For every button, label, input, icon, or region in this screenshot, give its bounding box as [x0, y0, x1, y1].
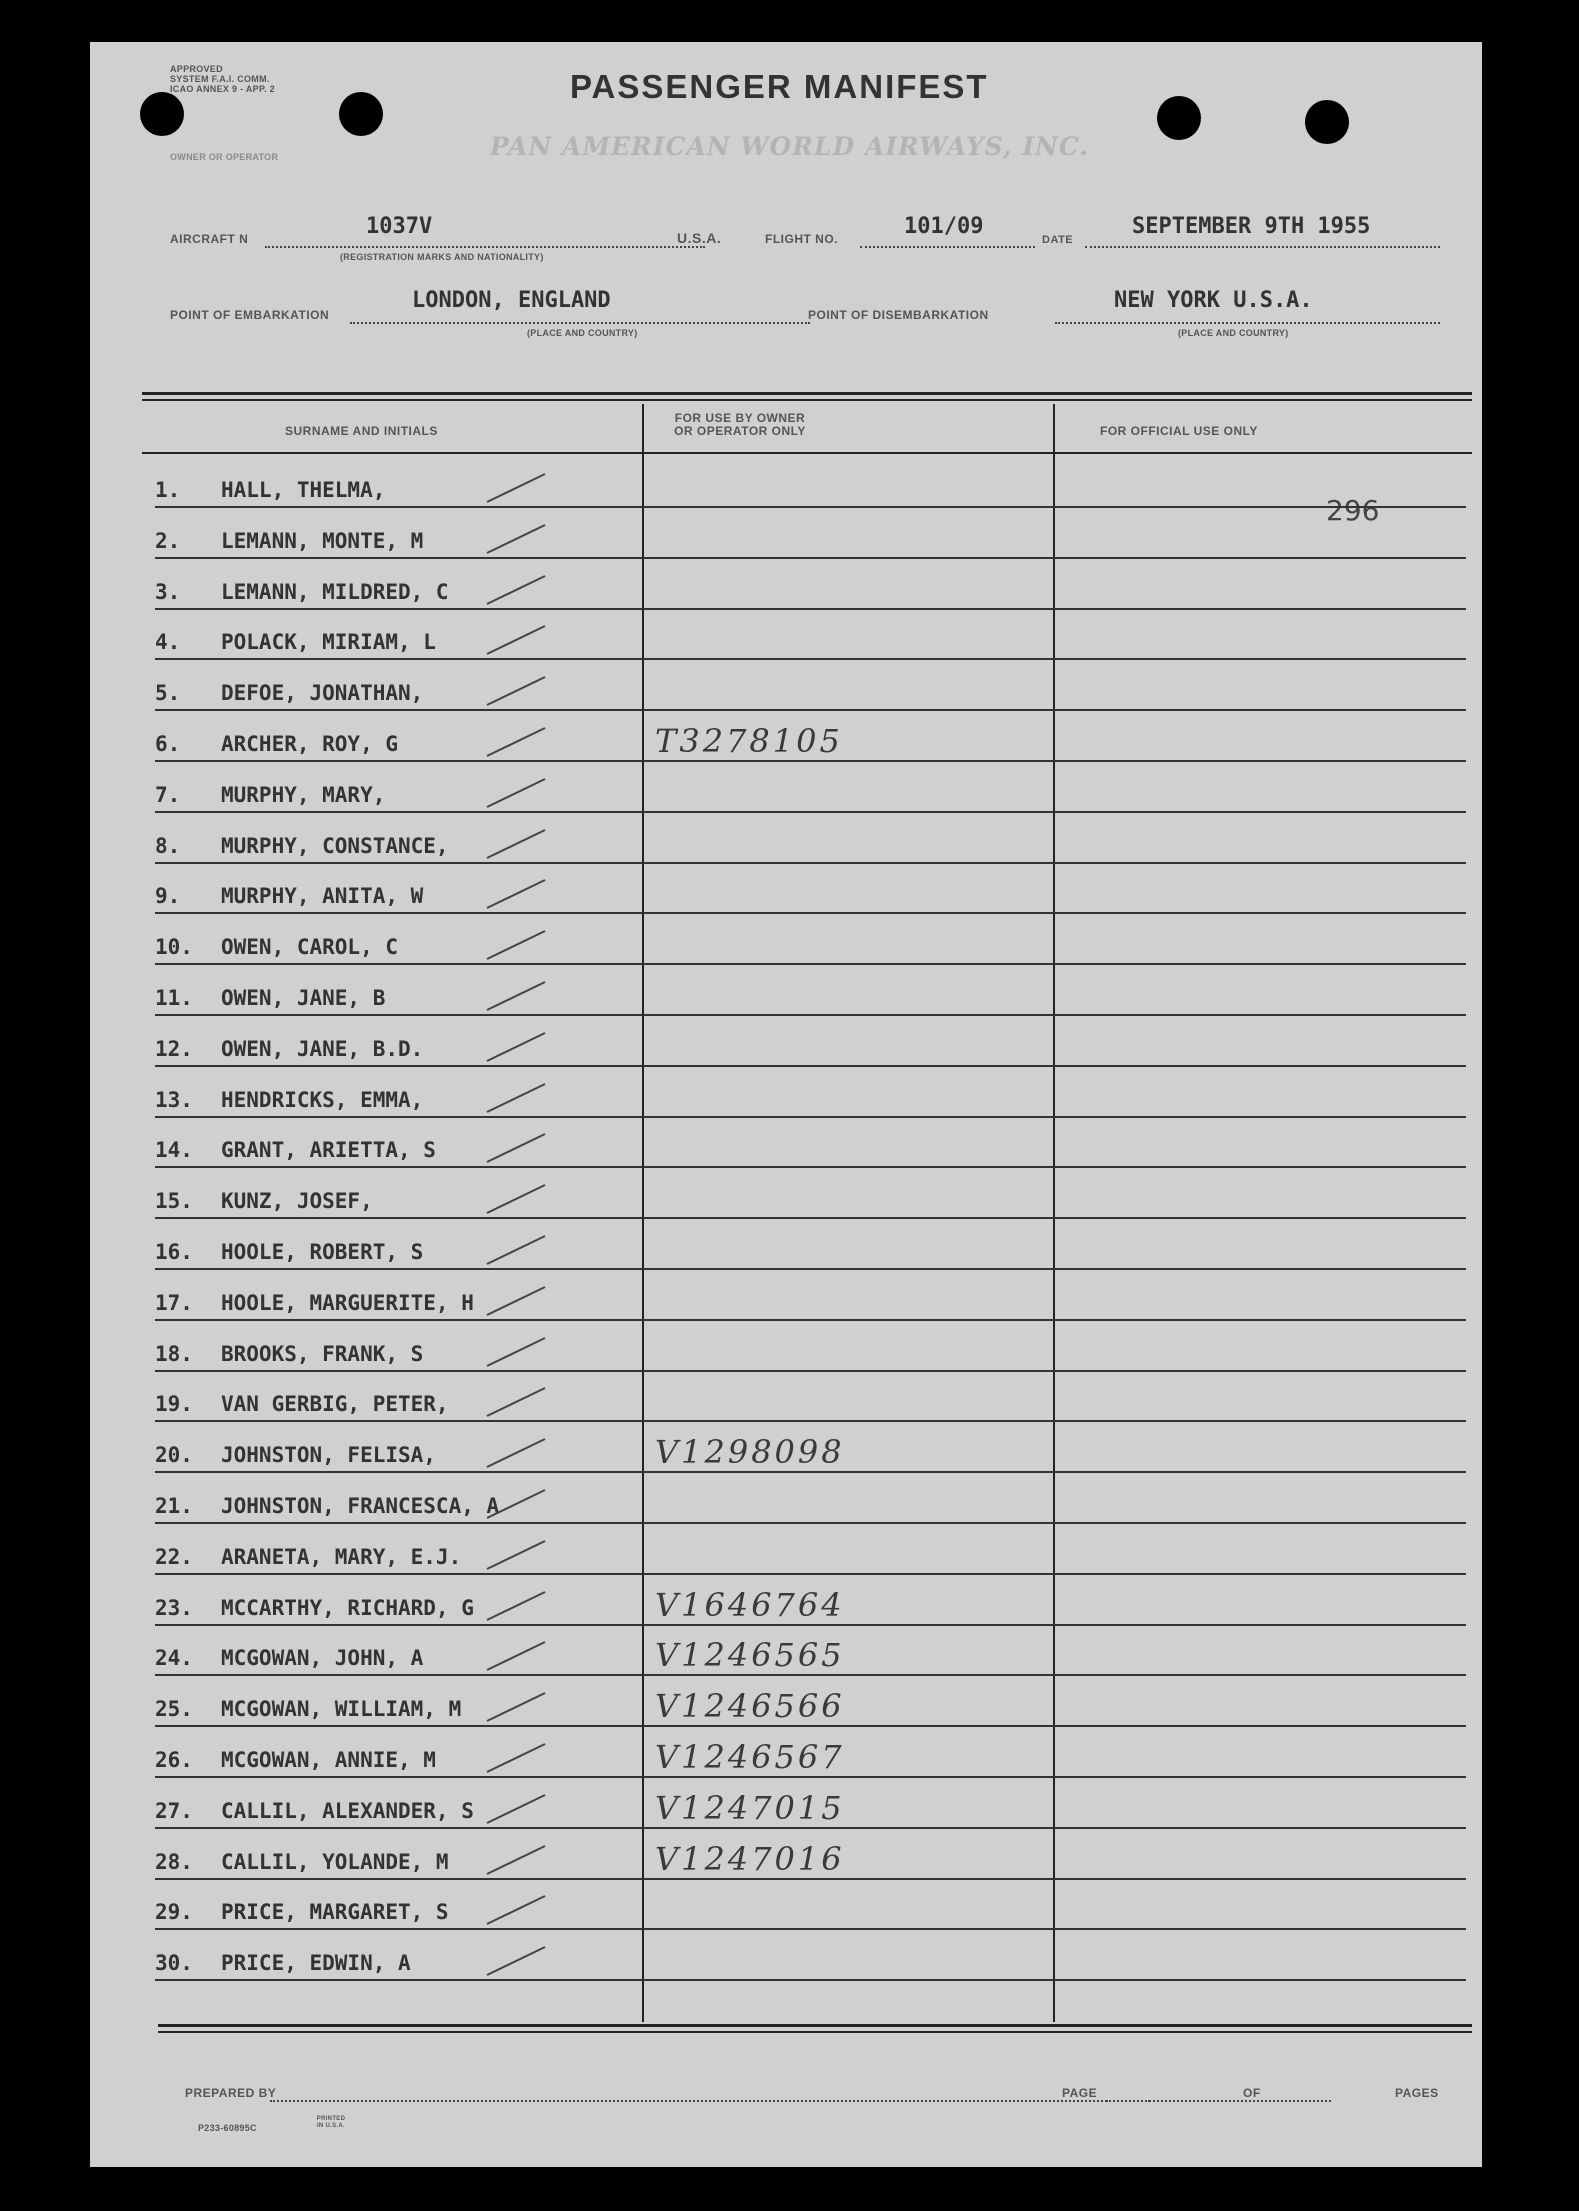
page-label: PAGE: [1062, 2086, 1098, 2100]
passenger-name: VAN GERBIG, PETER,: [221, 1392, 449, 1417]
registration-caption: (REGISTRATION MARKS AND NATIONALITY): [340, 252, 544, 262]
passenger-name: HOOLE, ROBERT, S: [221, 1240, 424, 1264]
passenger-row: [155, 559, 1466, 610]
row-number: 25.: [155, 1697, 193, 1722]
punch-hole: [1157, 96, 1201, 140]
row-number: 20.: [155, 1443, 193, 1468]
passenger-name: POLACK, MIRIAM, L: [221, 630, 436, 655]
passenger-name: HENDRICKS, EMMA,: [221, 1087, 424, 1112]
row-number: 19.: [155, 1392, 193, 1417]
flight-label: FLIGHT NO.: [765, 232, 838, 246]
passport-number: V1246567: [655, 1738, 845, 1776]
check-mark-icon: [485, 1793, 555, 1825]
check-mark-icon: [485, 1945, 555, 1977]
passenger-row: [155, 1575, 1466, 1626]
passenger-row: [155, 813, 1466, 864]
check-mark-icon: [485, 1082, 555, 1114]
passenger-name: PRICE, EDWIN, A: [221, 1951, 411, 1976]
date-value: SEPTEMBER 9TH 1955: [1132, 214, 1371, 239]
row-number: 18.: [155, 1341, 193, 1366]
check-mark-icon: [485, 878, 555, 910]
passenger-name: GRANT, ARIETTA, S: [221, 1138, 436, 1163]
row-number: 13.: [155, 1087, 193, 1112]
passenger-name: PRICE, MARGARET, S: [221, 1900, 449, 1925]
passenger-name: OWEN, JANE, B: [221, 986, 386, 1010]
passenger-row: [155, 1117, 1466, 1168]
approval-block: [170, 64, 275, 94]
row-number: 26.: [155, 1748, 193, 1772]
passenger-name: OWEN, JANE, B.D.: [221, 1036, 424, 1061]
check-mark-icon: [485, 1031, 555, 1063]
passenger-row: [155, 762, 1466, 813]
passport-number: V1246565: [655, 1636, 845, 1675]
col-header-official: FOR OFFICIAL USE ONLY: [1100, 424, 1258, 438]
check-mark-icon: [485, 675, 555, 707]
check-mark-icon: [485, 1539, 555, 1571]
col-header-owner-line: FOR USE BY OWNER: [674, 411, 806, 425]
usa-label: U.S.A.: [677, 230, 722, 246]
embark-value: LONDON, ENGLAND: [412, 288, 611, 313]
row-number: 4.: [155, 630, 181, 655]
owner-label: OWNER OR OPERATOR: [170, 152, 279, 162]
passenger-name: ARANETA, MARY, E.J.: [221, 1544, 462, 1569]
row-number: 28.: [155, 1849, 193, 1874]
official-note: 296: [1326, 494, 1380, 527]
col-header-surname: SURNAME AND INITIALS: [285, 424, 438, 438]
row-number: 8.: [155, 833, 181, 858]
passenger-row: [155, 660, 1466, 711]
row-number: 9.: [155, 884, 181, 909]
of-label: OF: [1243, 2086, 1261, 2100]
passenger-row: [155, 1727, 1466, 1778]
row-number: 23.: [155, 1595, 193, 1620]
row-number: 27.: [155, 1798, 193, 1823]
row-number: 21.: [155, 1494, 193, 1518]
row-number: 30.: [155, 1951, 193, 1976]
aircraft-value: 1037V: [366, 214, 433, 239]
passenger-name: MURPHY, MARY,: [221, 782, 386, 807]
passport-number: V1247016: [655, 1839, 845, 1878]
printed-mark: PRINTED IN U.S.A.: [316, 2116, 346, 2129]
check-mark-icon: [485, 1183, 555, 1215]
passenger-row: [155, 1879, 1466, 1930]
passenger-name: ARCHER, ROY, G: [221, 732, 399, 756]
disembark-caption: (PLACE AND COUNTRY): [1178, 328, 1289, 338]
passenger-name: JOHNSTON, FRANCESCA, A: [221, 1494, 500, 1518]
check-mark-icon: [485, 828, 555, 860]
passenger-name: CALLIL, YOLANDE, M: [221, 1849, 449, 1874]
approval-line: ICAO ANNEX 9 - APP. 2: [170, 84, 275, 94]
approval-line: APPROVED: [170, 64, 223, 74]
punch-hole: [339, 92, 383, 136]
check-mark-icon: [485, 929, 555, 961]
row-number: 11.: [155, 986, 193, 1010]
date-label: DATE: [1042, 234, 1074, 246]
passport-number: T3278105: [655, 722, 843, 760]
passenger-row: [155, 863, 1466, 914]
passenger-name: LEMANN, MONTE, M: [221, 528, 424, 553]
row-number: 14.: [155, 1138, 193, 1163]
check-mark-icon: [485, 523, 555, 555]
disembark-value: NEW YORK U.S.A.: [1114, 288, 1313, 313]
check-mark-icon: [485, 1437, 555, 1469]
passport-number: V1247015: [655, 1788, 845, 1827]
passenger-row: [155, 1219, 1466, 1270]
check-mark-icon: [485, 1894, 555, 1926]
airline-stamp: PAN AMERICAN WORLD AIRWAYS, INC.: [490, 132, 1090, 161]
passenger-name: OWEN, CAROL, C: [221, 935, 399, 960]
row-number: 6.: [155, 732, 181, 756]
passenger-row: [155, 1067, 1466, 1118]
row-number: 1.: [155, 478, 181, 502]
passenger-name: BROOKS, FRANK, S: [221, 1341, 424, 1366]
passenger-name: JOHNSTON, FELISA,: [221, 1443, 436, 1468]
check-mark-icon: [485, 1844, 555, 1876]
passenger-row: [155, 1321, 1466, 1372]
row-number: 3.: [155, 579, 181, 604]
row-number: 7.: [155, 782, 181, 807]
manifest-page: [90, 42, 1482, 2167]
row-number: 17.: [155, 1290, 193, 1315]
flight-value: 101/09: [904, 214, 984, 239]
passenger-row: [155, 1422, 1466, 1473]
aircraft-label: AIRCRAFT N: [170, 232, 249, 246]
passenger-row: [155, 1473, 1466, 1524]
row-number: 29.: [155, 1900, 193, 1925]
check-mark-icon: [485, 1640, 555, 1672]
prepared-label: PREPARED BY: [185, 2086, 277, 2100]
passenger-name: MCCARTHY, RICHARD, G: [221, 1595, 474, 1620]
passenger-row: [155, 914, 1466, 965]
approval-line: SYSTEM F.A.I. COMM.: [170, 74, 270, 84]
page-title: PASSENGER MANIFEST: [570, 68, 989, 105]
row-number: 22.: [155, 1544, 193, 1569]
passenger-row: [155, 1930, 1466, 1981]
check-mark-icon: [485, 726, 555, 758]
passenger-row: [155, 457, 1466, 508]
passenger-name: MCGOWAN, WILLIAM, M: [221, 1697, 462, 1722]
check-mark-icon: [485, 1590, 555, 1622]
passenger-name: MURPHY, CONSTANCE,: [221, 833, 449, 858]
passenger-name: KUNZ, JOSEF,: [221, 1189, 373, 1214]
col-header-owner: [580, 412, 900, 438]
passenger-name: DEFOE, JONATHAN,: [221, 681, 424, 706]
check-mark-icon: [485, 1132, 555, 1164]
embark-label: POINT OF EMBARKATION: [170, 308, 330, 322]
passport-number: V1646764: [655, 1585, 845, 1624]
row-number: 5.: [155, 681, 181, 706]
passenger-row: [155, 1829, 1466, 1880]
passport-number: V1246566: [655, 1687, 845, 1726]
passport-number: V1298098: [655, 1433, 845, 1472]
check-mark-icon: [485, 777, 555, 809]
check-mark-icon: [485, 1386, 555, 1418]
passenger-row: [155, 1371, 1466, 1422]
passenger-row: [155, 1270, 1466, 1321]
row-number: 10.: [155, 935, 193, 960]
passenger-row: [155, 1168, 1466, 1219]
row-number: 16.: [155, 1240, 193, 1264]
passenger-name: HALL, THELMA,: [221, 478, 386, 502]
check-mark-icon: [485, 1742, 555, 1774]
passenger-row: [155, 609, 1466, 660]
row-number: 12.: [155, 1036, 193, 1061]
disembark-label: POINT OF DISEMBARKATION: [808, 308, 989, 322]
row-number: 24.: [155, 1646, 193, 1671]
passenger-name: MCGOWAN, JOHN, A: [221, 1646, 424, 1671]
form-number: P233-60895C: [198, 2123, 257, 2133]
check-mark-icon: [485, 472, 555, 504]
passenger-name: MCGOWAN, ANNIE, M: [221, 1748, 436, 1772]
passenger-row: [155, 1625, 1466, 1676]
passenger-row: [155, 965, 1466, 1016]
punch-hole: [140, 92, 184, 136]
passenger-name: MURPHY, ANITA, W: [221, 884, 424, 909]
check-mark-icon: [485, 1336, 555, 1368]
passenger-row: [155, 1016, 1466, 1067]
passenger-row: [155, 1676, 1466, 1727]
embark-caption: (PLACE AND COUNTRY): [527, 328, 638, 338]
check-mark-icon: [485, 574, 555, 606]
pages-label: PAGES: [1395, 2086, 1439, 2100]
check-mark-icon: [485, 980, 555, 1012]
row-number: 2.: [155, 528, 181, 553]
check-mark-icon: [485, 1691, 555, 1723]
passenger-row: [155, 711, 1466, 762]
passenger-row: [155, 508, 1466, 559]
passenger-row: [155, 1778, 1466, 1829]
row-number: 15.: [155, 1189, 193, 1214]
passenger-name: HOOLE, MARGUERITE, H: [221, 1290, 474, 1315]
col-header-owner-line: OR OPERATOR ONLY: [674, 424, 806, 438]
passenger-row: [155, 1524, 1466, 1575]
punch-hole: [1305, 100, 1349, 144]
check-mark-icon: [485, 1234, 555, 1266]
passenger-name: CALLIL, ALEXANDER, S: [221, 1798, 474, 1823]
check-mark-icon: [485, 624, 555, 656]
passenger-name: LEMANN, MILDRED, C: [221, 579, 449, 604]
check-mark-icon: [485, 1285, 555, 1317]
check-mark-icon: [485, 1488, 555, 1520]
